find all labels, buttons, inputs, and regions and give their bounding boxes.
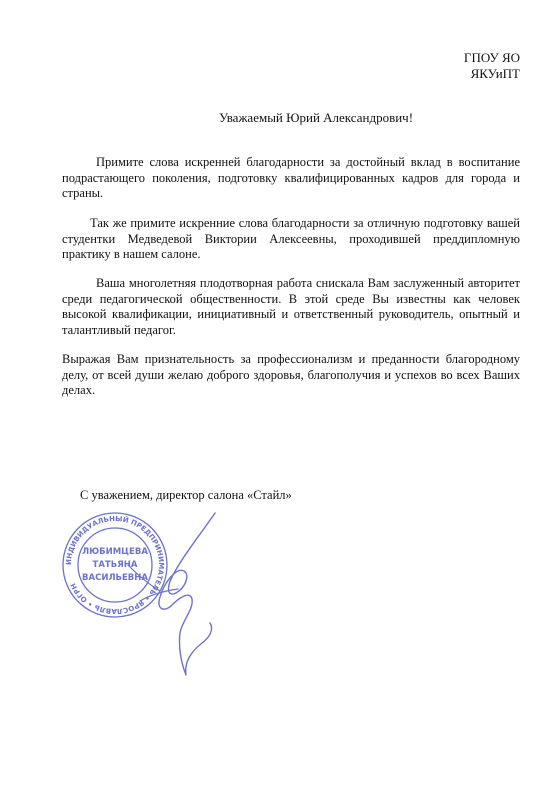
- closing-signature-line: С уважением, директор салона «Стайл»: [80, 488, 292, 502]
- paragraph-gratitude: Примите слова искренней благодарности за достойный вклад в воспитание подрастающего поколения, подготовку квалифицированных кадров для города и страны.: [62, 155, 520, 200]
- stamp-line-1: ЛЮБИМЦЕВА: [82, 547, 148, 557]
- org-line-2: ЯКУиПТ: [470, 66, 520, 81]
- organization-header: [464, 50, 520, 82]
- paragraph-student-practice: Так же примите искренние слова благодарности за отличную подготовку вашей студентки Медведевой Виктории Алексеевны, проходившей преддипломную практику в нашем салоне.: [62, 216, 520, 261]
- stamp-line-2: ТАТЬЯНА: [92, 560, 138, 570]
- org-line-1: ГПОУ ЯО: [463, 50, 520, 65]
- paragraph-wishes: Выражая Вам признательность за профессионализм и преданности благородному делу, от всей души желаю доброго здоровья, благополучия и успехов во всех Ваших делах.: [62, 352, 520, 397]
- stamp-ring-text: ИНДИВИДУАЛЬНЫЙ ПРЕДПРИНИМАТЕЛЬ • ЯРОСЛАВЛЬ • ОГРН: [64, 514, 166, 616]
- handwritten-signature: [120, 505, 230, 680]
- paragraph-reputation: Ваша многолетняя плодотворная работа снискала Вам заслуженный авторитет среди педагогической общественности. В этой среде Вы известны как человек высокой квалификации, инициативный и ответственный руководитель, опытный и талантливый педагог.: [62, 276, 520, 337]
- greeting: Уважаемый Юрий Александрович!: [218, 110, 414, 125]
- stamp-line-3: ВАСИЛЬЕВНА: [82, 573, 148, 583]
